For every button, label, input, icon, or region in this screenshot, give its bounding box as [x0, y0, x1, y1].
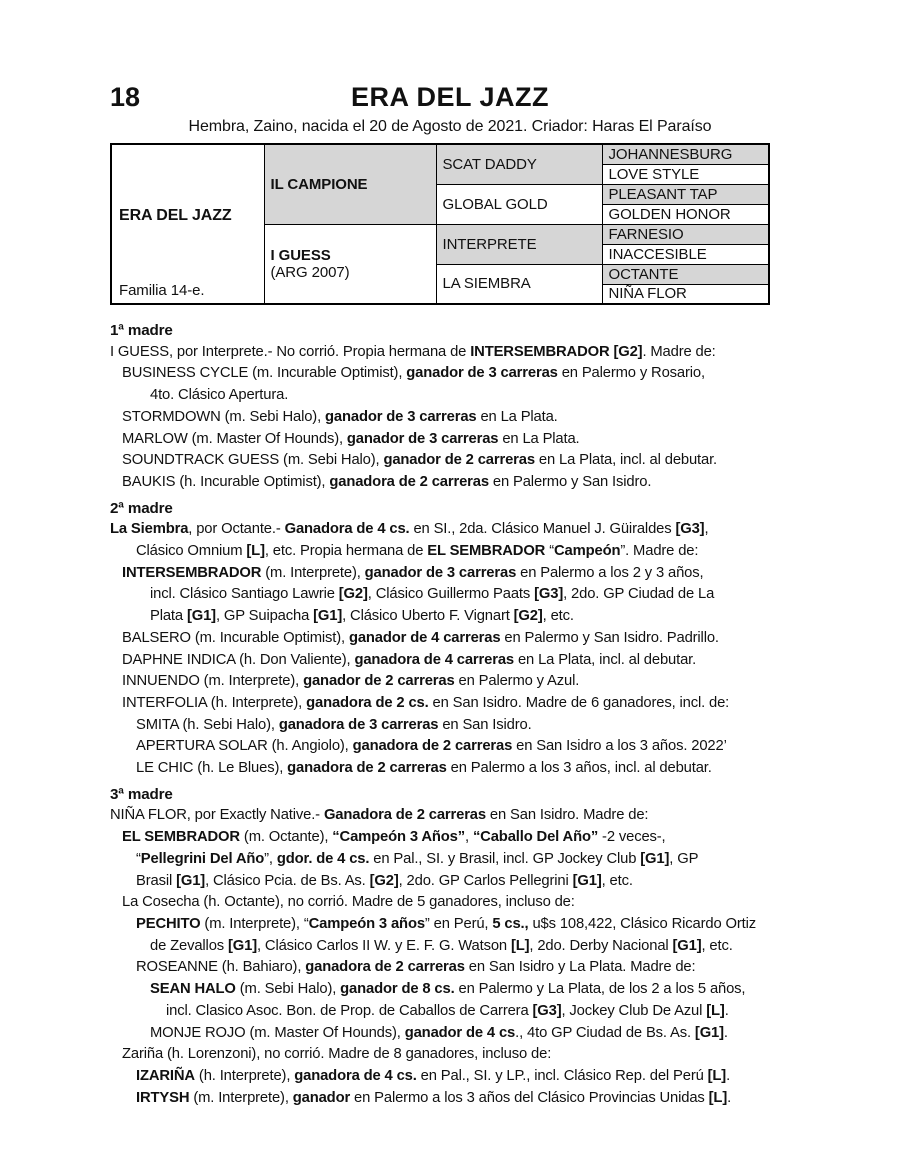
- pedigree-text-line: APERTURA SOLAR (h. Angiolo), ganadora de 2 carreras en San Isidro a los 3 años. 2022’: [136, 738, 727, 755]
- section-heading: 2ª madre: [110, 499, 173, 517]
- section-heading: 3ª madre: [110, 785, 173, 803]
- pedigree-text-line: IRTYSH (m. Interprete), ganador en Palermo a los 3 años del Clásico Provincias Unidas [L].: [136, 1089, 732, 1106]
- page-title: ERA DEL JAZZ: [350, 82, 550, 112]
- pedigree-text-line: Brasil [G1], Clásico Pcia. de Bs. As. [G2], 2do. GP Carlos Pellegrini [G1], etc.: [136, 872, 633, 889]
- pedigree-text-line: LE CHIC (h. Le Blues), ganadora de 2 carreras en Palermo a los 3 años, incl. al debutar.: [136, 760, 712, 777]
- pedigree-text-line: incl. Clásico Santiago Lawrie [G2], Clásico Guillermo Paats [G3], 2do. GP Ciudad de La: [150, 586, 715, 603]
- pedigree-text-line: INTERFOLIA (h. Interprete), ganadora de 2 cs. en San Isidro. Madre de 6 ganadores, incl. de:: [122, 694, 730, 711]
- sire-cell: [264, 144, 436, 224]
- great-grandparent-cell: OCTANTE: [602, 264, 769, 284]
- grandparent-cell: LA SIEMBRA: [436, 264, 602, 304]
- pedigree-text-line: BALSERO (m. Incurable Optimist), ganador de 4 carreras en Palermo y San Isidro. Padrillo.: [122, 629, 719, 646]
- pedigree-text-line: DAPHNE INDICA (h. Don Valiente), ganadora de 4 carreras en La Plata, incl. al debutar.: [122, 651, 697, 668]
- pedigree-text-line: Plata [G1], GP Suipacha [G1], Clásico Uberto F. Vignart [G2], etc.: [150, 608, 574, 625]
- sire-name: IL CAMPIONE: [270, 175, 368, 193]
- grandparent-cell: GLOBAL GOLD: [436, 184, 602, 224]
- section-heading: 1ª madre: [110, 322, 173, 339]
- pedigree-text-line: BAUKIS (h. Incurable Optimist), ganadora de 2 carreras en Palermo y San Isidro.: [122, 473, 652, 490]
- pedigree-text-line: Zariña (h. Lorenzoni), no corrió. Madre de 8 ganadores, incluso de:: [122, 1046, 552, 1063]
- dam-detail: (ARG 2007): [270, 263, 350, 281]
- pedigree-text-line: PECHITO (m. Interprete), “Campeón 3 años” en Perú, 5 cs., u$s 108,422, Clásico Ricardo Ortiz: [136, 915, 756, 932]
- page-header: [110, 82, 790, 116]
- pedigree-text-line: EL SEMBRADOR (m. Octante), “Campeón 3 Años”, “Caballo Del Año” -2 veces-,: [122, 829, 666, 846]
- great-grandparent-cell: FARNESIO: [602, 224, 769, 244]
- pedigree-text-line: STORMDOWN (m. Sebi Halo), ganador de 3 carreras en La Plata.: [122, 408, 558, 425]
- pedigree-text-line: NIÑA FLOR, por Exactly Native.- Ganadora de 2 carreras en San Isidro. Madre de:: [110, 807, 649, 824]
- pedigree-text-line: Clásico Omnium [L], etc. Propia hermana de EL SEMBRADOR “Campeón”. Madre de:: [136, 543, 699, 560]
- dam-name: I GUESS: [270, 246, 331, 264]
- pedigree-text-line: IZARIÑA (h. Interprete), ganadora de 4 cs. en Pal., SI. y LP., incl. Clásico Rep. del Perú [L].: [136, 1067, 731, 1084]
- great-grandparent-cell: JOHANNESBURG: [602, 144, 769, 164]
- pedigree-text-line: SMITA (h. Sebi Halo), ganadora de 3 carreras en San Isidro.: [136, 716, 532, 733]
- pedigree-text-line: SEAN HALO (m. Sebi Halo), ganador de 8 cs. en Palermo y La Plata, de los 2 a los 5 años,: [150, 981, 746, 998]
- pedigree-text-line: MARLOW (m. Master Of Hounds), ganador de 3 carreras en La Plata.: [122, 430, 580, 447]
- pedigree-table: [110, 143, 770, 305]
- great-grandparent-cell: LOVE STYLE: [602, 164, 769, 184]
- great-grandparent-cell: PLEASANT TAP: [602, 184, 769, 204]
- dam-cell: [264, 224, 436, 304]
- subject-family: Familia 14-e.: [119, 282, 205, 299]
- page-subtitle: Hembra, Zaino, nacida el 20 de Agosto de 2021. Criador: Haras El Paraíso: [188, 118, 712, 135]
- pedigree-text-line: ROSEANNE (h. Bahiaro), ganadora de 2 carreras en San Isidro y La Plata. Madre de:: [136, 959, 696, 976]
- pedigree-text-line: “Pellegrini Del Año”, gdor. de 4 cs. en Pal., SI. y Brasil, incl. GP Jockey Club [G1], GP: [136, 850, 699, 867]
- pedigree-text-line: INTERSEMBRADOR (m. Interprete), ganador de 3 carreras en Palermo a los 2 y 3 años,: [122, 564, 704, 581]
- great-grandparent-cell: NIÑA FLOR: [602, 284, 769, 304]
- pedigree-text-line: SOUNDTRACK GUESS (m. Sebi Halo), ganador de 2 carreras en La Plata, incl. al debutar.: [122, 452, 718, 469]
- pedigree-text-line: 4to. Clásico Apertura.: [150, 387, 289, 404]
- pedigree-text-line: MONJE ROJO (m. Master Of Hounds), ganador de 4 cs., 4to GP Ciudad de Bs. As. [G1].: [150, 1024, 728, 1041]
- great-grandparent-cell: INACCESIBLE: [602, 244, 769, 264]
- pedigree-text-line: de Zevallos [G1], Clásico Carlos II W. y E. F. G. Watson [L], 2do. Derby Nacional [G1], etc.: [150, 937, 733, 954]
- pedigree-text-line: La Siembra, por Octante.- Ganadora de 4 cs. en SI., 2da. Clásico Manuel J. Güiraldes [G3],: [110, 521, 709, 538]
- grandparent-cell: INTERPRETE: [436, 224, 602, 264]
- grandparent-cell: SCAT DADDY: [436, 144, 602, 184]
- great-grandparent-cell: GOLDEN HONOR: [602, 204, 769, 224]
- pedigree-text-line: La Cosecha (h. Octante), no corrió. Madre de 5 ganadores, incluso de:: [122, 894, 575, 911]
- page-number: 18: [110, 82, 141, 112]
- subject-cell: [111, 144, 264, 304]
- subject-name: ERA DEL JAZZ: [119, 207, 232, 224]
- pedigree-text-line: incl. Clasico Asoc. Bon. de Prop. de Caballos de Carrera [G3], Jockey Club De Azul [L].: [166, 1002, 729, 1019]
- pedigree-notes: [110, 320, 790, 1109]
- pedigree-text-line: I GUESS, por Interprete.- No corrió. Propia hermana de INTERSEMBRADOR [G2]. Madre de:: [110, 343, 716, 360]
- pedigree-text-line: INNUENDO (m. Interprete), ganador de 2 carreras en Palermo y Azul.: [122, 673, 580, 690]
- pedigree-text-line: BUSINESS CYCLE (m. Incurable Optimist), ganador de 3 carreras en Palermo y Rosario,: [122, 365, 705, 382]
